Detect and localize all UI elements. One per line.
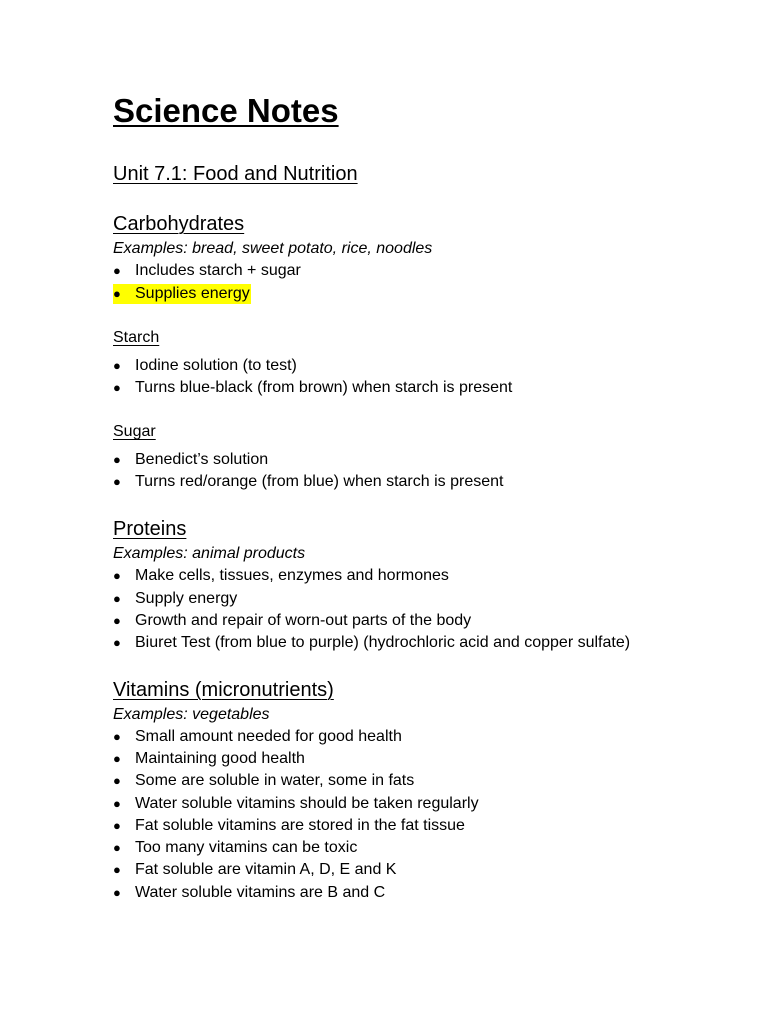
bullet-icon: ●: [113, 358, 121, 373]
proteins-heading: Proteins: [113, 518, 187, 540]
list-item: ● Benedict’s solution: [113, 451, 269, 468]
bullet-icon: ●: [113, 474, 121, 489]
list-item: ● Turns red/orange (from blue) when starch is present: [113, 473, 504, 490]
document-title: Science Notes: [113, 92, 339, 129]
proteins-examples: Examples: animal products: [113, 545, 306, 562]
list-item: ● Make cells, tissues, enzymes and hormones: [113, 567, 449, 584]
bullet-icon: ●: [113, 286, 121, 301]
list-item: ● Some are soluble in water, some in fats: [113, 772, 415, 789]
list-item: ● Supply energy: [113, 590, 238, 607]
bullet-icon: ●: [113, 773, 121, 788]
starch-heading: Starch: [113, 329, 160, 346]
list-item: ● Growth and repair of worn-out parts of the body: [113, 612, 472, 629]
list-item: ● Maintaining good health: [113, 750, 305, 767]
bullet-icon: ●: [113, 840, 121, 855]
bullet-icon: ●: [113, 885, 121, 900]
list-item-highlighted: ● Supplies energy: [113, 285, 250, 302]
list-item: ● Water soluble vitamins should be taken regularly: [113, 795, 479, 812]
list-item: ● Too many vitamins can be toxic: [113, 839, 358, 856]
carbohydrates-examples: Examples: bread, sweet potato, rice, noodles: [113, 240, 433, 257]
list-item: ● Water soluble vitamins are B and C: [113, 884, 386, 901]
carbohydrates-heading: Carbohydrates: [113, 213, 245, 235]
bullet-icon: ●: [113, 751, 121, 766]
bullet-icon: ●: [113, 796, 121, 811]
list-item: ● Biuret Test (from blue to purple) (hydrochloric acid and copper sulfate): [113, 634, 631, 651]
list-item: ● Fat soluble vitamins are stored in the fat tissue: [113, 817, 465, 834]
vitamins-examples: Examples: vegetables: [113, 706, 270, 723]
bullet-icon: ●: [113, 729, 121, 744]
bullet-icon: ●: [113, 862, 121, 877]
sugar-heading: Sugar: [113, 423, 156, 440]
bullet-icon: ●: [113, 613, 121, 628]
bullet-icon: ●: [113, 591, 121, 606]
list-item: ● Includes starch + sugar: [113, 262, 301, 279]
list-item: ● Iodine solution (to test): [113, 357, 297, 374]
list-item: ● Fat soluble are vitamin A, D, E and K: [113, 861, 397, 878]
bullet-icon: ●: [113, 452, 121, 467]
bullet-icon: ●: [113, 568, 121, 583]
list-item: ● Small amount needed for good health: [113, 728, 402, 745]
list-item: ● Turns blue-black (from brown) when starch is present: [113, 379, 513, 396]
bullet-icon: ●: [113, 380, 121, 395]
vitamins-heading: Vitamins (micronutrients): [113, 679, 334, 701]
unit-heading: Unit 7.1: Food and Nutrition: [113, 163, 358, 185]
bullet-icon: ●: [113, 263, 121, 278]
bullet-icon: ●: [113, 818, 121, 833]
bullet-icon: ●: [113, 635, 121, 650]
